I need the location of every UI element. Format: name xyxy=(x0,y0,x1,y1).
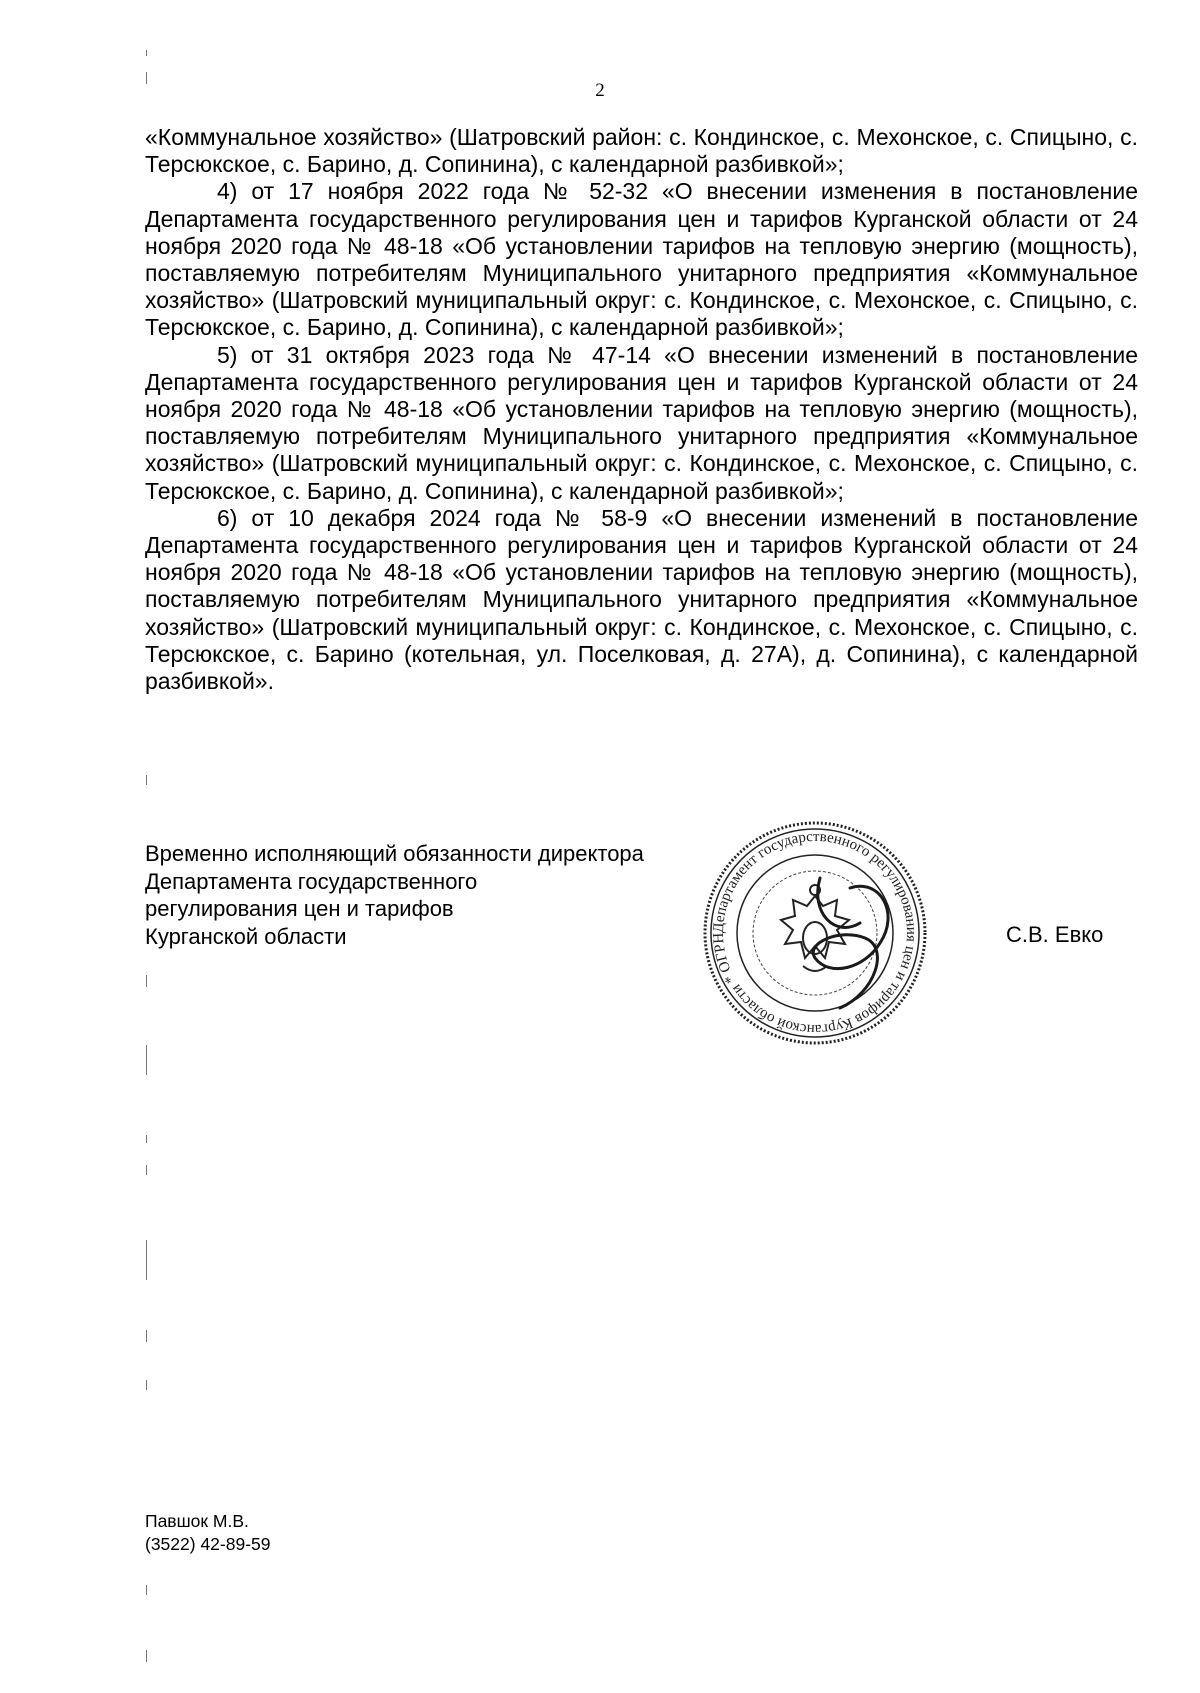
seal-outer-ring xyxy=(705,823,925,1043)
scan-artifact xyxy=(146,1240,147,1280)
page-number: 2 xyxy=(595,80,605,101)
paragraph-item-4: 4) от 17 ноября 2022 года № 52-32 «О внесении изменения в постановление Департамента государственного регулирования цен и тарифов Курганской области от 24 ноября 2020 года № 48-18 «Об установлении тарифов на тепловую энергию (мощность), поставляемую потребителям Муниципального унитарного предприятия «Коммунальное хозяйство» (Шатровский муниципальный округ: с. Кондинское, с. Мехонское, с. Спицыно, с. Терсюкское, с. Барино, д. Сопинина), с календарной разбивкой»; xyxy=(145,178,1138,341)
scan-artifact xyxy=(146,50,147,56)
seal-image xyxy=(700,818,930,1048)
scan-artifact xyxy=(146,1330,147,1342)
signer-name: С.В. Евко xyxy=(1006,922,1104,947)
executor-phone: (3522) 42-89-59 xyxy=(145,1534,271,1554)
signatory-title xyxy=(145,840,644,950)
paragraph-continuation: «Коммунальное хозяйство» (Шатровский район: с. Кондинское, с. Мехонское, с. Спицыно, с. Терсюкское, с. Барино, д. Сопинина), с календарной разбивкой»; xyxy=(145,124,1138,178)
seal-inner-ring xyxy=(737,855,893,1011)
official-seal xyxy=(700,818,930,1053)
scan-artifact xyxy=(146,775,147,785)
signatory-title-line: Департамента государственного xyxy=(145,868,478,894)
scan-artifact xyxy=(146,1045,147,1075)
signature-icon xyxy=(813,878,888,1008)
scan-artifact xyxy=(146,1380,147,1390)
scan-artifact xyxy=(146,1135,147,1143)
scan-artifact xyxy=(146,1585,147,1595)
signatory-title-line: регулирования цен и тарифов xyxy=(145,896,454,921)
executor-info xyxy=(145,1510,271,1556)
scan-artifact xyxy=(146,1165,147,1175)
paragraph-item-6: 6) от 10 декабря 2024 года № 58-9 «О внесении изменений в постановление Департамента государственного регулирования цен и тарифов Курганской области от 24 ноября 2020 года № 48-18 «Об установлении тарифов на тепловую энергию (мощность), поставляемую потребителям Муниципального унитарного предприятия «Коммунальное хозяйство» (Шатровский муниципальный округ: с. Кондинское, с. Мехонское, с. Спицыно, с. Терсюкское, с. Барино (котельная, ул. Поселковая, д. 27А), д. Сопинина), с календарной разбивкой». xyxy=(145,504,1138,695)
scan-artifact xyxy=(146,72,147,84)
executor-name: Павшок М.В. xyxy=(145,1511,249,1531)
scan-artifact xyxy=(146,975,147,987)
document-body xyxy=(145,124,1138,695)
signatory-title-line: Временно исполняющий обязанности директора xyxy=(145,841,644,866)
scan-artifact xyxy=(146,1650,147,1662)
paragraph-item-5: 5) от 31 октября 2023 года № 47-14 «О внесении изменений в постановление Департамента государственного регулирования цен и тарифов Курганской области от 24 ноября 2020 года № 48-18 «Об установлении тарифов на тепловую энергию (мощность), поставляемую потребителям Муниципального унитарного предприятия «Коммунальное хозяйство» (Шатровский муниципальный округ: с. Кондинское, с. Мехонское, с. Спицыно, с. Терсюкское, с. Барино, д. Сопинина), с календарной разбивкой»; xyxy=(145,341,1138,504)
seal-text: Департамент государственного регулирования цен и тарифов Курганской области * ОГРН xyxy=(710,828,920,1038)
seal-core-ring xyxy=(753,871,877,995)
signatory-title-line: Курганской области xyxy=(145,923,347,949)
